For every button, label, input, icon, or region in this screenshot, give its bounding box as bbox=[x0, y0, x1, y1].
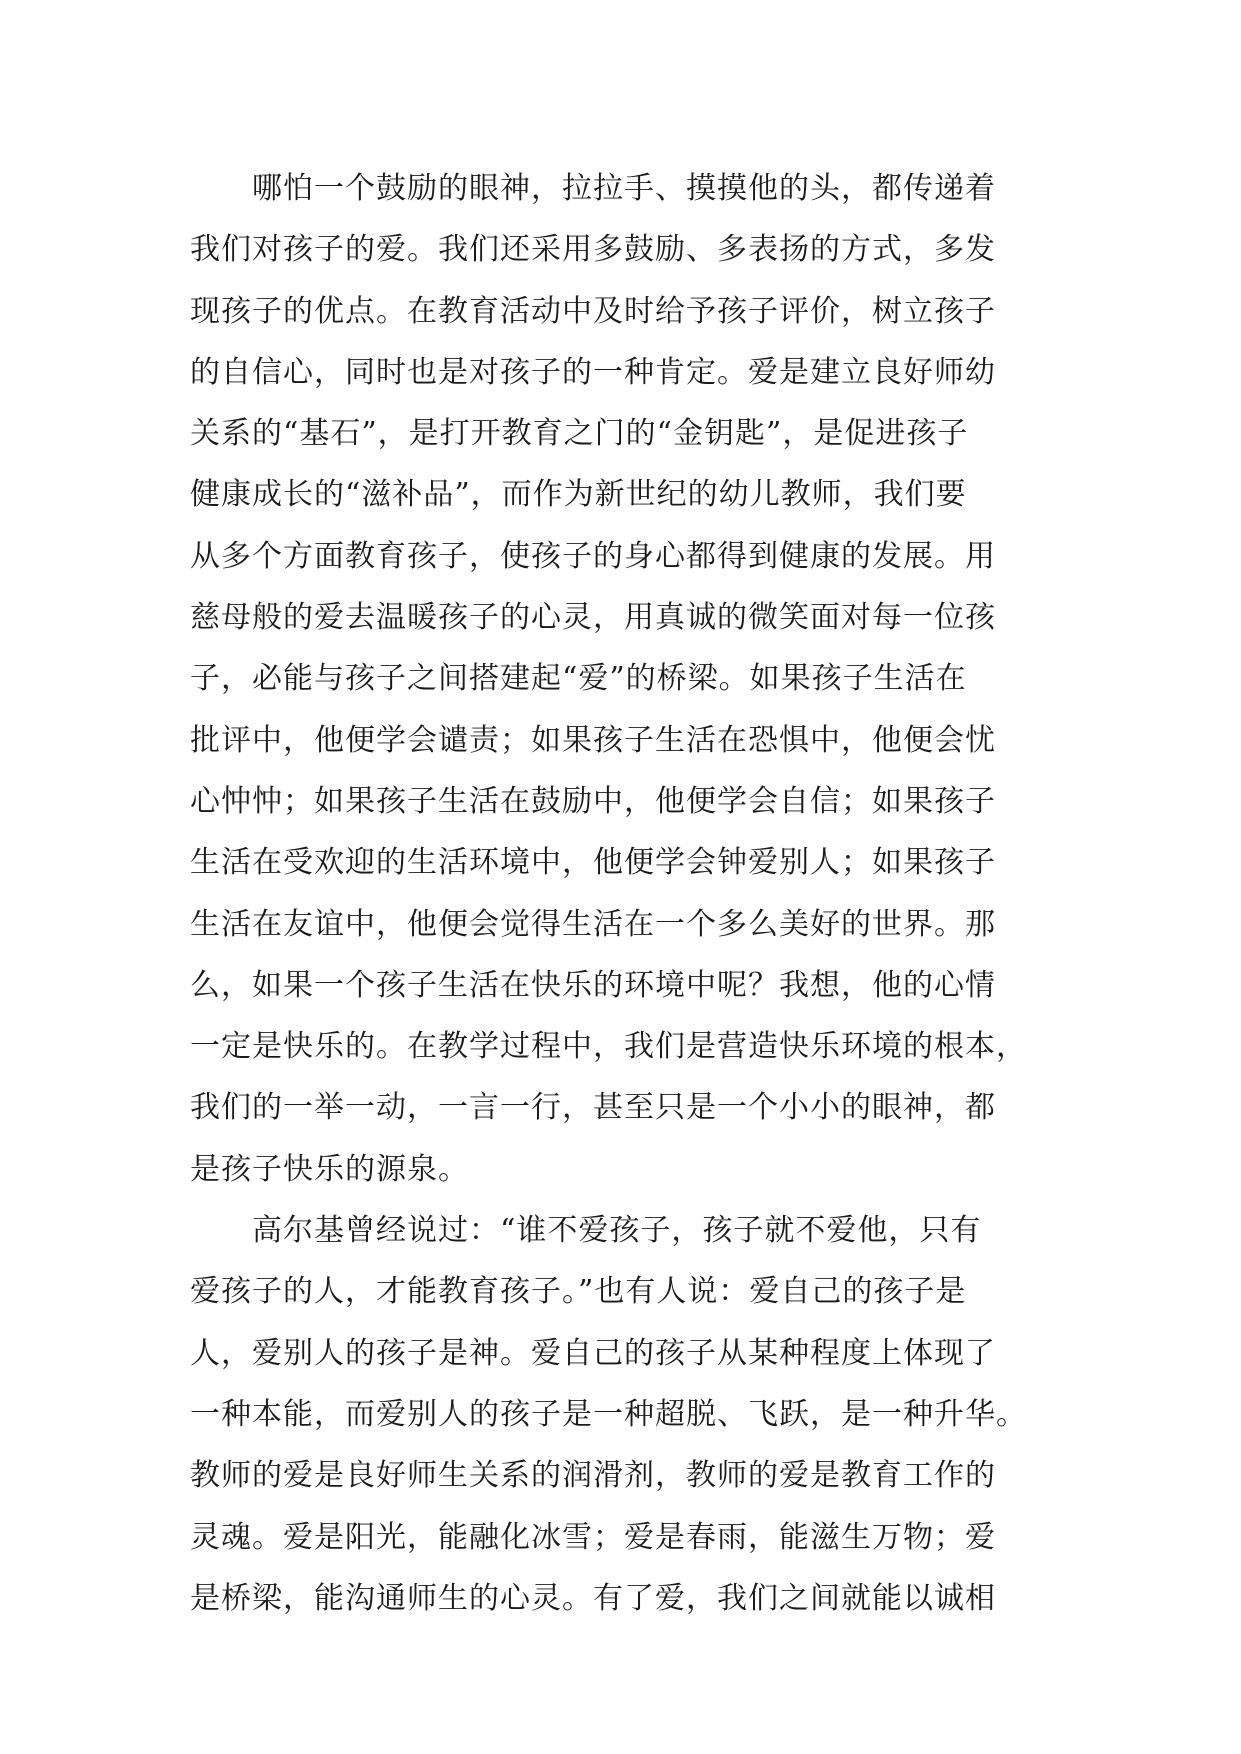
text-line: 慈母般的爱去温暖孩子的心灵，用真诚的微笑面对每一位孩 bbox=[190, 600, 996, 636]
text-line: 是桥梁，能沟通师生的心灵。有了爱，我们之间就能以诚相 bbox=[190, 1580, 996, 1616]
text-line: 从多个方面教育孩子，使孩子的身心都得到健康的发展。用 bbox=[190, 538, 996, 574]
text-line: 人，爱别人的孩子是神。爱自己的孩子从某种程度上体现了 bbox=[190, 1335, 996, 1371]
text-line: 高尔基曾经说过：“谁不爱孩子，孩子就不爱他，只有 bbox=[190, 1213, 982, 1249]
text-line: 么，如果一个孩子生活在快乐的环境中呢？我想，他的心情 bbox=[190, 967, 996, 1003]
text-line: 哪怕一个鼓励的眼神，拉拉手、摸摸他的头，都传递着 bbox=[190, 171, 996, 206]
text-line: 子，必能与孩子之间搭建起“爱”的桥梁。如果孩子生活在 bbox=[190, 661, 967, 697]
text-line: 一种本能，而爱别人的孩子是一种超脱、飞跃，是一种升华。 bbox=[190, 1396, 1027, 1432]
paragraph bbox=[190, 158, 1052, 1200]
text-line: 关系的“基石”，是打开教育之门的“金钥匙”，是促进孩子 bbox=[190, 416, 969, 452]
paragraph bbox=[190, 1200, 1052, 1629]
text-line: 的自信心，同时也是对孩子的一种肯定。爱是建立良好师幼 bbox=[190, 354, 996, 390]
body-text bbox=[190, 158, 1052, 1629]
text-line: 心忡忡；如果孩子生活在鼓励中，他便学会自信；如果孩子 bbox=[190, 783, 996, 819]
text-line: 一定是快乐的。在教学过程中，我们是营造快乐环境的根本， bbox=[190, 1029, 1027, 1065]
text-line: 生活在受欢迎的生活环境中，他便学会钟爱别人；如果孩子 bbox=[190, 845, 996, 881]
text-line: 健康成长的“滋补品”，而作为新世纪的幼儿教师，我们要 bbox=[190, 477, 967, 513]
text-line: 教师的爱是良好师生关系的润滑剂，教师的爱是教育工作的 bbox=[190, 1458, 996, 1494]
text-line: 爱孩子的人，才能教育孩子。”也有人说：爱自己的孩子是 bbox=[190, 1274, 967, 1310]
text-line: 生活在友谊中，他便会觉得生活在一个多么美好的世界。那 bbox=[190, 906, 996, 942]
text-line: 批评中，他便学会谴责；如果孩子生活在恐惧中，他便会忧 bbox=[190, 722, 996, 758]
text-line: 现孩子的优点。在教育活动中及时给予孩子评价，树立孩子 bbox=[190, 293, 996, 329]
text-line: 我们对孩子的爱。我们还采用多鼓励、多表扬的方式，多发 bbox=[190, 232, 996, 268]
text-line: 灵魂。爱是阳光，能融化冰雪；爱是春雨，能滋生万物；爱 bbox=[190, 1519, 996, 1555]
text-line: 是孩子快乐的源泉。 bbox=[190, 1151, 469, 1187]
text-line: 我们的一举一动，一言一行，甚至只是一个小小的眼神，都 bbox=[190, 1090, 996, 1126]
